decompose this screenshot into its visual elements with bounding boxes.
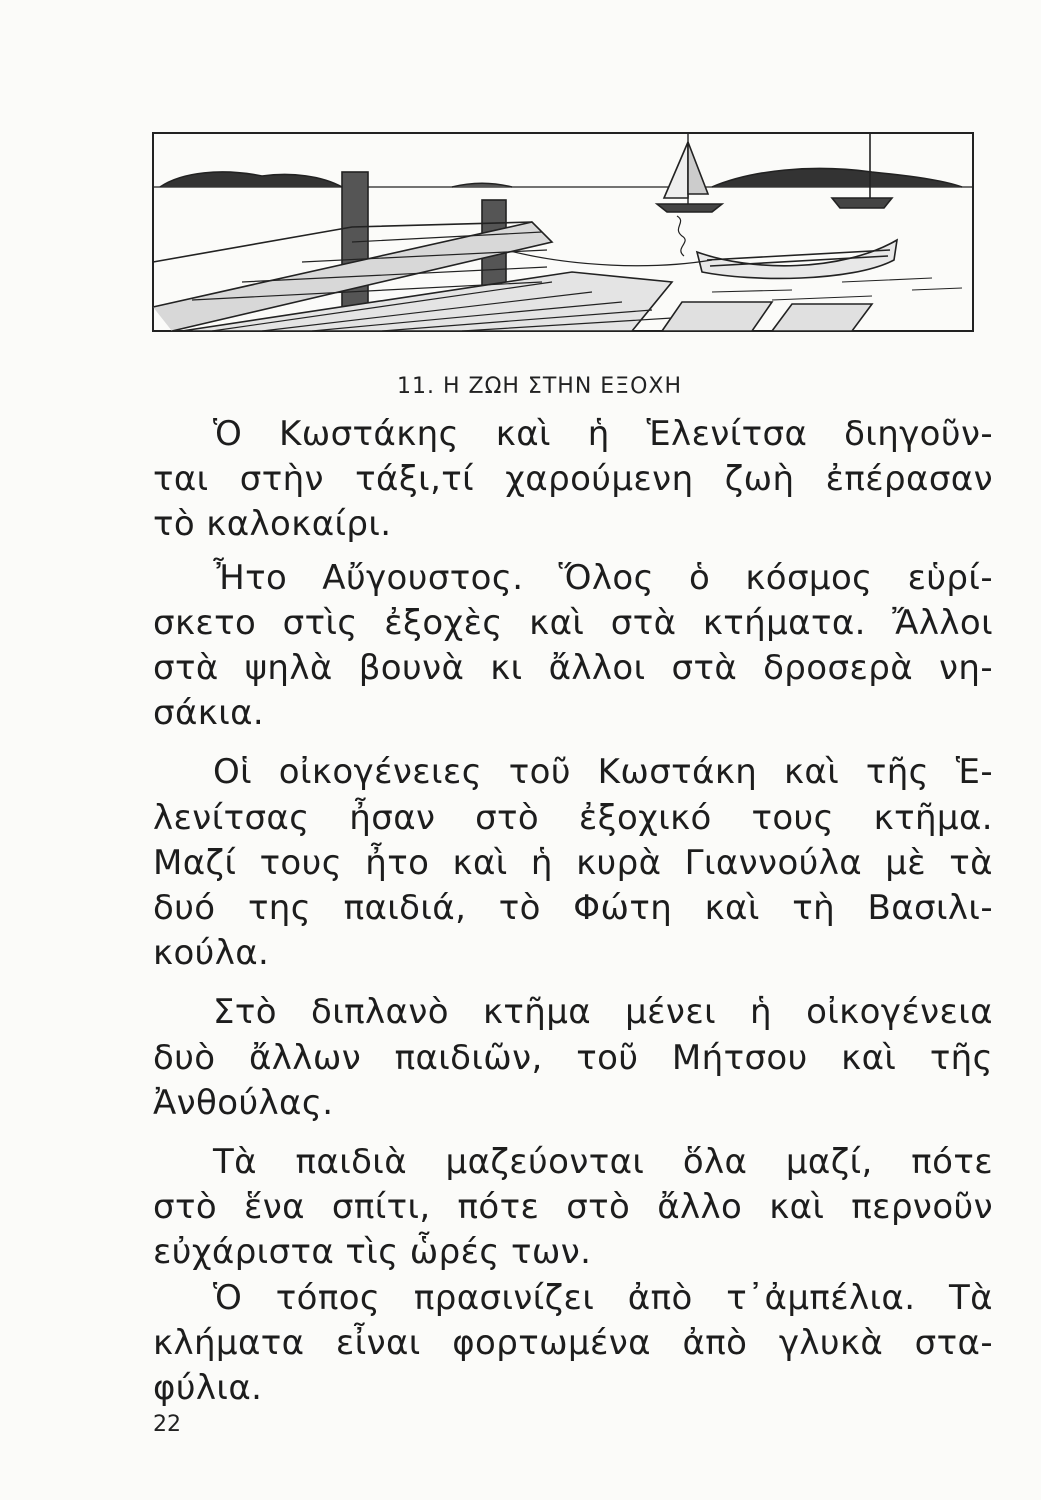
- text-line: ται στὴν τάξι,τί χαρούμενη ζωὴ ἐπέρασαν: [153, 459, 993, 500]
- chapter-body: [153, 412, 993, 1411]
- text-line: Ὁ τόπος πρασινίζει ἀπὸ τ᾿ἀμπέλια. Τὰ: [213, 1277, 993, 1318]
- chapter-title: 11. Η ΖΩΗ ΣΤΗΝ ΕΞΟΧΗ: [397, 374, 682, 399]
- text-line: κούλα.: [153, 933, 270, 974]
- text-line: Ὁ Κωστάκης καὶ ἡ Ἑλενίτσα διηγοῦν-: [213, 414, 993, 454]
- text-line: φύλια.: [153, 1368, 263, 1409]
- text-line: Στὸ διπλανὸ κτῆμα μένει ἡ οἰκογένεια: [213, 992, 993, 1033]
- text-line: Οἱ οἰκογένειες τοῦ Κωστάκη καὶ τῆς Ἑ-: [213, 752, 993, 793]
- page-number: 22: [153, 1412, 181, 1437]
- text-line: σάκια.: [153, 693, 265, 734]
- text-line: στὰ ψηλὰ βουνὰ κι ἄλλοι στὰ δροσερὰ νη-: [153, 648, 993, 689]
- paragraph: [153, 556, 993, 737]
- text-line: δυό της παιδιά, τὸ Φώτη καὶ τὴ Βασιλι-: [153, 888, 993, 929]
- text-line: εὐχάριστα τὶς ὧρές των.: [153, 1232, 592, 1273]
- harbor-illustration: [152, 132, 974, 332]
- text-line: Τὰ παιδιὰ μαζεύονται ὅλα μαζί, πότε: [213, 1142, 993, 1183]
- text-line: λενίτσας ἦσαν στὸ ἐξοχικό τους κτῆμα.: [153, 797, 993, 838]
- text-line: Ἦτο Αὔγουστος. Ὅλος ὁ κόσμος εὑρί-: [213, 557, 993, 598]
- text-line: σκετο στὶς ἐξοχὲς καὶ στὰ κτήματα. Ἄλλοι: [153, 602, 993, 643]
- paragraph: [153, 1140, 993, 1276]
- paragraph: [153, 412, 993, 548]
- text-line: στὸ ἕνα σπίτι, πότε στὸ ἄλλο καὶ περνοῦν: [153, 1187, 993, 1228]
- text-line: κλήματα εἶναι φορτωμένα ἀπὸ γλυκὰ στα-: [153, 1322, 993, 1363]
- text-line: Ἀνθούλας.: [153, 1082, 334, 1123]
- paragraph: [153, 1276, 993, 1412]
- text-line: Μαζί τους ἦτο καὶ ἡ κυρὰ Γιαννούλα μὲ τὰ: [153, 842, 993, 883]
- paragraph: [153, 750, 993, 976]
- paragraph: [153, 990, 993, 1126]
- text-line: δυὸ ἄλλων παιδιῶν, τοῦ Μήτσου καὶ τῆς: [153, 1037, 993, 1078]
- text-line: τὸ καλοκαίρι.: [153, 504, 392, 545]
